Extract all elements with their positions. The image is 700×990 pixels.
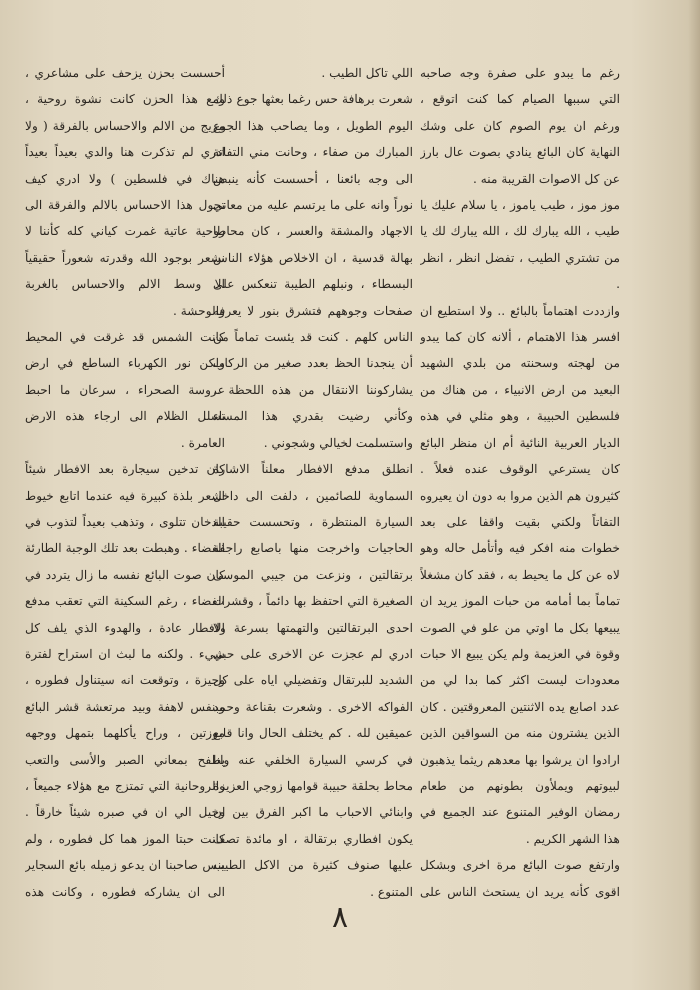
text-column-middle xyxy=(213,60,413,900)
text-column-left xyxy=(25,60,225,900)
paragraph: انطلق مدفع الافطار معلناً الاشارة السماوية للصائمين ، دلفت الى داخل السيارة المنتظرة ، وتحسست حقيبة الحاجيات واخرجت منها باصابع راجفة برتقالتين ، ونزعت من جيبي الموسى الصغيرة التي احتفظ بها دائماً ، وقشرت احدى البرتقالتين والتهمتها بسرعة ولا ادري لم عجزت عن الاخرى على حبي الشديد للبرتقال وتفضيلي اياه على كل الفواكه الاخرى . وشعرت بقناعة وحمد عميقين لله . كم يختلف الحال وانا قابع في كرسي السيارة الخلفي عنه وانا محاط بحلقة حبيبة قوامها زوجي العزيزة وابنائي الاحباب ما اكبر الفرق بين ان يكون افطاري برتقالة ، او مائدة تصف عليها صنوف كثيرة من الاكل الطيب المتنوع . xyxy=(213,462,413,899)
paragraph: رغم ما يبدو على صفرة وجه صاحبه التي سببها الصيام كما كنت اتوقع ، ورغم ان يوم الصوم كان على وشك النهاية كان البائع ينادي بصوت عال بارز عن كل الاصوات القريبة منه . xyxy=(420,66,620,186)
paragraph: شعرت برهافة حس رغما بعثها جوع ذلك اليوم الطويل ، وما يصاحب هذا الجوع المبارك من صفاء ، وحانت مني التفاتة الى وجه بائعنا ، أحسست كأنه ينبض نوراً وانه على ما يرتسم عليه من معاني الاجهاد والمشقة والعسر ، كان محاطا بهالة قدسية ، ان الاخلاص هؤلاء الناس البسطاء ، ونبلهم الطيبة تنعكس على صفحات وجوههم فتشرق بنور لا يعرفه الناس كلهم . كنت قد يئست تماماً من أن ينجدنا الحظ بعدد صغير من الركاب يشاركوننا الانتقال من هذه اللحظة .. وكأني رضيت بقدري هذا المساء واستسلمت لخيالي وشجوني . xyxy=(213,92,413,450)
paragraph: كانت الشمس قد غرقت في المحيط ولكن نور الكهرباء الساطع في ارض عروسة الصحراء ، سرعان ما احبط تسلل الظلام الى ارجاء هذه الارض العامرة . xyxy=(25,330,225,450)
paragraph: اللي تاكل الطيب . xyxy=(321,66,413,80)
paragraph: كان تدخين سيجارة بعد الافطار شيئاً اشعر بلذة كبيرة فيه عندما اتابع خيوط الدخان تتلوى ، وتذهب بعيداً لتذوب في الفضاء . وهبطت بعد تلك الوجبة الطارئة كان صوت البائع نفسه ما زال يتردد في الفضاء ، رغم السكينة التي تعقب مدفع الافطار عادة ، والهدوء الذي يلف كل شيء . ولكنه ما لبث ان استراح لفترة وجيزة ، وتوقعت انه سيتناول فطوره ، وبنفس لاهفة وبيد مرتعشة قشر البائع موزتين ، وراح يأكلهما بتمهل ووجهه يطفح بمعاني الصبر والأسى والتعب والروحانية التي تمتزج مع هؤلاء جميعاً ، وخيل الي ان في صبره شيئاً خارقاً . كانت حبتا الموز هما كل فطوره ، ولم ينس صاحبنا ان يدعو زميله بائع السجاير الى ان يشاركه فطوره ، وكانت هذه xyxy=(25,462,225,899)
page-number: ٨ xyxy=(331,900,349,935)
paragraph: وارتفع صوت البائع مرة اخرى وبشكل اقوى كأنه يريد ان يستحث الناس على xyxy=(420,858,620,899)
paragraph: وازددت اهتماماً بالبائع .. ولا استطيع ان افسر هذا الاهتمام ، ألانه كان كما يبدو من لهجته وسحنته من بلدي الشهيد البعيد من ارض الانبياء ، من هناك من فلسطين الحبيبة ، وهو مثلي في هذه الديار العربية النائية أم ان منظر البائع كان يسترعي الوقوف عنده فعلاً . كثيرون هم الذين مروا به دون ان يعيروه التفاتاً ولكني بقيت واقفا على بعد خطوات منه افكر فيه وأتأمل حاله وهو لاه عن كل ما يحيط به ، فقد كان مشغلاً تماماً بما أمامه من حبات الموز يريد ان يبيعها بكل ما اوتي من علو في الصوت وقوة في العزيمة ولم يكن يبيع الا حبات معدودات ليست اكثر كما بدا لي من عدد اصابع يده الاثنتين المعروقتين . كان الذين يشترون منه من السواقين الذين ارادوا ان يرشوا بها معدهم ريثما يذهبون لبيوتهم ويملأون بطونهم من طعام رمضان الوفير المتنوع عند الجميع في هذا الشهر الكريم . xyxy=(420,303,620,846)
paragraph: موز موز ، طيب ياموز ، يا سلام عليك يا طيب ، الله يبارك لك ، الله يبارك لك يا من تشتري الطيب ، تفضل انظر ، انظر . xyxy=(420,198,620,292)
paragraph: أحسست بحزن يزحف على مشاعري ، ومع هذا الحزن كانت نشوة روحية ، مزيج من الالم والاحساس بالفرقة ( ولا ادري لم تذكرت هنا والدي بعيداً بعيداً هناك في فلسطين ) ولا ادري كيف تحول هذا الاحساس بالالم والفرقة الى روحية عاتية غمرت كياني كله كأننا لا نشعر بوجود الله وقدرته شعوراً حقيقياً الا وسط الالم والاحساس بالغربة والوحشة . xyxy=(25,66,225,318)
text-column-right xyxy=(420,60,620,900)
